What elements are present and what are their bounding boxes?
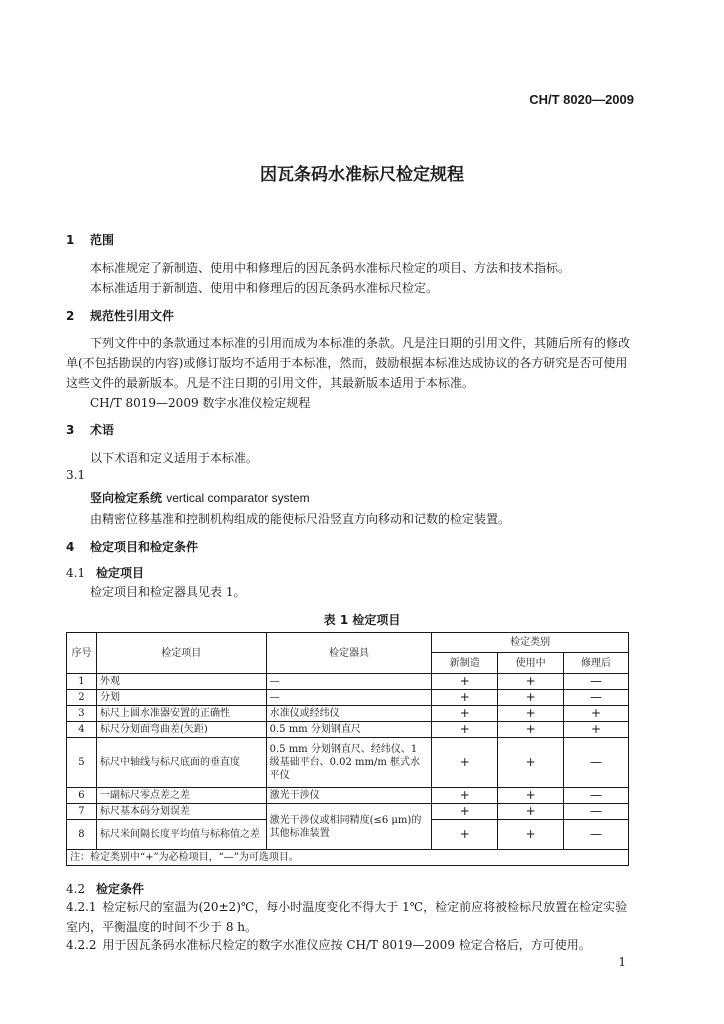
clause-4-2-1 bbox=[66, 897, 636, 937]
header-category: 检定类别 bbox=[432, 633, 629, 653]
document-title: 因瓦条码水准标尺检定规程 bbox=[260, 165, 464, 185]
row-item: 标尺分划面弯曲差(矢距) bbox=[96, 722, 266, 738]
subsection-4-1-title: 检定项目 bbox=[96, 566, 145, 580]
row-no: 2 bbox=[67, 690, 97, 706]
row-tool: — bbox=[266, 674, 432, 690]
row-tool: 激光干涉仪 bbox=[266, 788, 432, 804]
table-note-row bbox=[67, 850, 629, 866]
header-no: 序号 bbox=[67, 633, 97, 674]
section-4-number: 4 bbox=[66, 540, 75, 554]
section-2-heading bbox=[66, 307, 174, 324]
header-item: 检定项目 bbox=[96, 633, 266, 674]
subsection-4-2-heading bbox=[66, 880, 144, 897]
row-item: 一副标尺零点差之差 bbox=[96, 788, 266, 804]
subsection-4-2-title: 检定条件 bbox=[96, 882, 145, 896]
row-no: 5 bbox=[67, 738, 97, 788]
table-row bbox=[67, 804, 629, 820]
table-note: 注：检定类别中“+”为必检项目，“—”为可选项目。 bbox=[67, 850, 629, 866]
row-inuse: + bbox=[498, 674, 564, 690]
clause-4-2-2 bbox=[66, 935, 636, 955]
header-repaired: 修理后 bbox=[564, 653, 629, 674]
row-item: 标尺米间隔长度平均值与标称值之差 bbox=[96, 820, 266, 850]
section-1-paragraph-2: 本标准适用于新制造、使用中和修理后的因瓦条码水准标尺检定。 bbox=[90, 281, 439, 295]
table-row bbox=[67, 738, 629, 788]
term-entry bbox=[90, 489, 310, 506]
table-caption: 表 1 检定项目 bbox=[323, 613, 401, 627]
section-1-title: 范围 bbox=[90, 233, 115, 247]
table-row bbox=[67, 722, 629, 738]
section-3-paragraph: 以下术语和定义适用于本标准。 bbox=[90, 451, 259, 465]
row-repaired: + bbox=[564, 706, 629, 722]
section-1-paragraph-1: 本标准规定了新制造、使用中和修理后的因瓦条码水准标尺检定的项目、方法和技术指标。 bbox=[90, 261, 571, 275]
table-row bbox=[67, 788, 629, 804]
row-repaired: + bbox=[564, 722, 629, 738]
term-chinese: 竖向检定系统 bbox=[90, 491, 163, 505]
row-new: + bbox=[432, 738, 498, 788]
subsection-3-1-number: 3.1 bbox=[66, 468, 86, 482]
row-inuse: + bbox=[498, 820, 564, 850]
subsection-4-1-text: 检定项目和检定器具见表 1。 bbox=[90, 585, 246, 599]
row-new: + bbox=[432, 690, 498, 706]
row-repaired: — bbox=[564, 788, 629, 804]
row-item: 标尺上圆水准器安置的正确性 bbox=[96, 706, 266, 722]
row-no: 8 bbox=[67, 820, 97, 850]
row-item: 外观 bbox=[96, 674, 266, 690]
row-inuse: + bbox=[498, 804, 564, 820]
row-item: 分划 bbox=[96, 690, 266, 706]
row-no: 1 bbox=[67, 674, 97, 690]
row-new: + bbox=[432, 804, 498, 820]
section-2-paragraph: 下列文件中的条款通过本标准的引用而成为本标准的条款。凡是注日期的引用文件，其随后所有的修改单(不包括勘误的内容)或修订版均不适用于本标准，然而，鼓励根据本标准达成协议的各方研究是否可使用这些文件的最新版本。凡是不注日期的引用文件，其最新版本适用于本标准。 bbox=[66, 336, 631, 390]
section-3-number: 3 bbox=[66, 423, 75, 437]
clause-4-2-2-number: 4.2.2 bbox=[66, 938, 97, 952]
term-english: vertical comparator system bbox=[166, 491, 310, 505]
clause-4-2-2-text: 用于因瓦条码水准标尺检定的数字水准仪应按 CH/T 8019—2009 检定合格后，方可使用。 bbox=[102, 938, 591, 952]
row-tool: 0.5 mm 分划钢直尺、经纬仪、1 级基础平台、0.02 mm/m 框式水平仪 bbox=[266, 738, 432, 788]
table-row bbox=[67, 706, 629, 722]
table-row bbox=[67, 674, 629, 690]
subsection-4-2-number: 4.2 bbox=[66, 882, 86, 896]
standard-code: CH/T 8020—2009 bbox=[529, 92, 634, 107]
section-4-title: 检定项目和检定条件 bbox=[90, 540, 199, 554]
row-no: 7 bbox=[67, 804, 97, 820]
section-1-number: 1 bbox=[66, 233, 75, 247]
row-repaired: — bbox=[564, 738, 629, 788]
row-no: 6 bbox=[67, 788, 97, 804]
row-new: + bbox=[432, 706, 498, 722]
row-inuse: + bbox=[498, 738, 564, 788]
row-tool: 水准仪或经纬仪 bbox=[266, 706, 432, 722]
section-1-heading bbox=[66, 231, 114, 248]
header-tool: 检定器具 bbox=[266, 633, 432, 674]
page-number: 1 bbox=[618, 955, 626, 969]
row-tool: 0.5 mm 分划钢直尺 bbox=[266, 722, 432, 738]
row-repaired: — bbox=[564, 820, 629, 850]
section-4-heading bbox=[66, 538, 198, 555]
row-repaired: — bbox=[564, 804, 629, 820]
row-inuse: + bbox=[498, 690, 564, 706]
header-inuse: 使用中 bbox=[498, 653, 564, 674]
row-new: + bbox=[432, 722, 498, 738]
table-row bbox=[67, 690, 629, 706]
row-no: 4 bbox=[67, 722, 97, 738]
row-tool-merged: 激光干涉仪或相同精度(≤6 μm)的其他标准装置 bbox=[266, 804, 432, 850]
section-2-number: 2 bbox=[66, 309, 75, 323]
section-2-title: 规范性引用文件 bbox=[90, 309, 175, 323]
header-new: 新制造 bbox=[432, 653, 498, 674]
row-repaired: — bbox=[564, 690, 629, 706]
row-inuse: + bbox=[498, 788, 564, 804]
row-new: + bbox=[432, 674, 498, 690]
row-repaired: — bbox=[564, 674, 629, 690]
section-2-reference: CH/T 8019—2009 数字水准仪检定规程 bbox=[90, 396, 311, 410]
inspection-items-table bbox=[66, 632, 629, 866]
subsection-4-1-heading bbox=[66, 564, 144, 581]
section-3-heading bbox=[66, 421, 114, 438]
clause-4-2-1-number: 4.2.1 bbox=[66, 900, 97, 914]
term-definition: 由精密位移基准和控制机构组成的能使标尺沿竖直方向移动和记数的检定装置。 bbox=[90, 512, 511, 526]
clause-4-2-1-text: 检定标尺的室温为(20±2)℃，每小时温度变化不得大于 1℃，检定前应将被检标尺放置在检定实验室内，平衡温度的时间不少于 8 h。 bbox=[66, 900, 628, 934]
row-new: + bbox=[432, 788, 498, 804]
row-no: 3 bbox=[67, 706, 97, 722]
row-item: 标尺中轴线与标尺底面的垂直度 bbox=[96, 738, 266, 788]
row-new: + bbox=[432, 820, 498, 850]
row-tool: — bbox=[266, 690, 432, 706]
row-inuse: + bbox=[498, 722, 564, 738]
row-item: 标尺基本码分划误差 bbox=[96, 804, 266, 820]
subsection-4-1-number: 4.1 bbox=[66, 566, 86, 580]
section-3-title: 术语 bbox=[90, 423, 115, 437]
row-inuse: + bbox=[498, 706, 564, 722]
